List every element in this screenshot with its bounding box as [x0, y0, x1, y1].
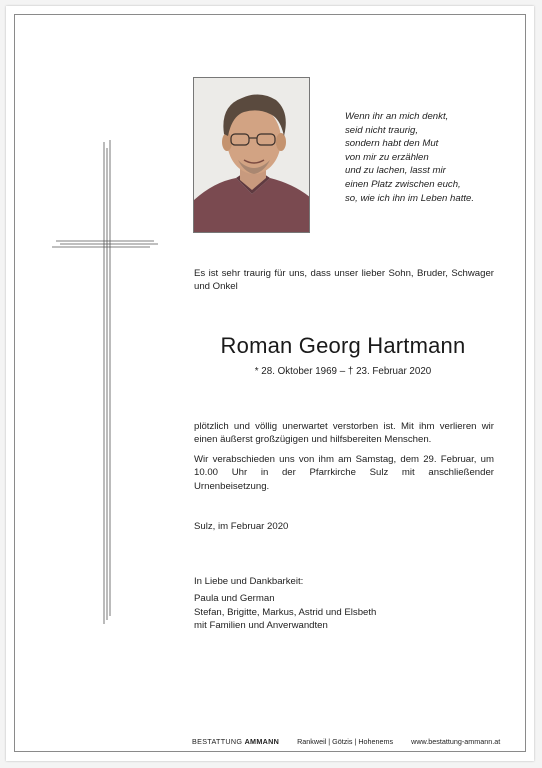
deceased-name: Roman Georg Hartmann	[220, 333, 466, 358]
poem-line: einen Platz zwischen euch,	[345, 178, 461, 190]
life-dates: * 28. Oktober 1969 – † 23. Februar 2020	[254, 366, 432, 377]
portrait-photo	[193, 77, 310, 233]
poem-line: und zu lachen, lasst mir	[345, 165, 446, 177]
funeral-home-brand: BESTATTUNG AMMANN	[192, 737, 280, 746]
funeral-details-text: Wir verabschieden uns von ihm am Samstag, dem 29. Februar, um 10.00 Uhr in der Pfarrkirche Sulz mit anschließender Urnenbeisetzung.	[194, 454, 494, 492]
death-notice-text: plötzlich und völlig unerwartet verstorben ist. Mit ihm verlieren wir einen äußerst großzügigen und hilfsbereiten Menschen.	[194, 421, 494, 446]
place-date: Sulz, im Februar 2020	[194, 521, 289, 532]
poem-line: so, wie ich ihn im Leben hatte.	[345, 192, 475, 204]
funeral-home-website[interactable]: www.bestattung-ammann.at	[411, 737, 501, 746]
signature-block	[194, 575, 494, 633]
cross-icon	[50, 138, 165, 628]
signature-heading: In Liebe und Dankbarkeit:	[194, 576, 304, 587]
poem-line: seid nicht traurig,	[345, 124, 419, 136]
signature-line: mit Familien und Anverwandten	[194, 620, 328, 632]
signature-line: Stefan, Brigitte, Markus, Astrid und Elsbeth	[194, 606, 377, 618]
signature-line: Paula und German	[194, 593, 275, 605]
poem-line: Wenn ihr an mich denkt,	[345, 111, 449, 122]
poem	[345, 110, 520, 205]
intro-text: Es ist sehr traurig für uns, dass unser lieber Sohn, Bruder, Schwager und Onkel	[194, 268, 494, 293]
footer	[192, 737, 500, 746]
poem-line: sondern habt den Mut	[345, 138, 439, 150]
poem-line: von mir zu erzählen	[345, 151, 429, 163]
funeral-home-locations: Rankweil | Götzis | Hohenems	[297, 737, 394, 746]
